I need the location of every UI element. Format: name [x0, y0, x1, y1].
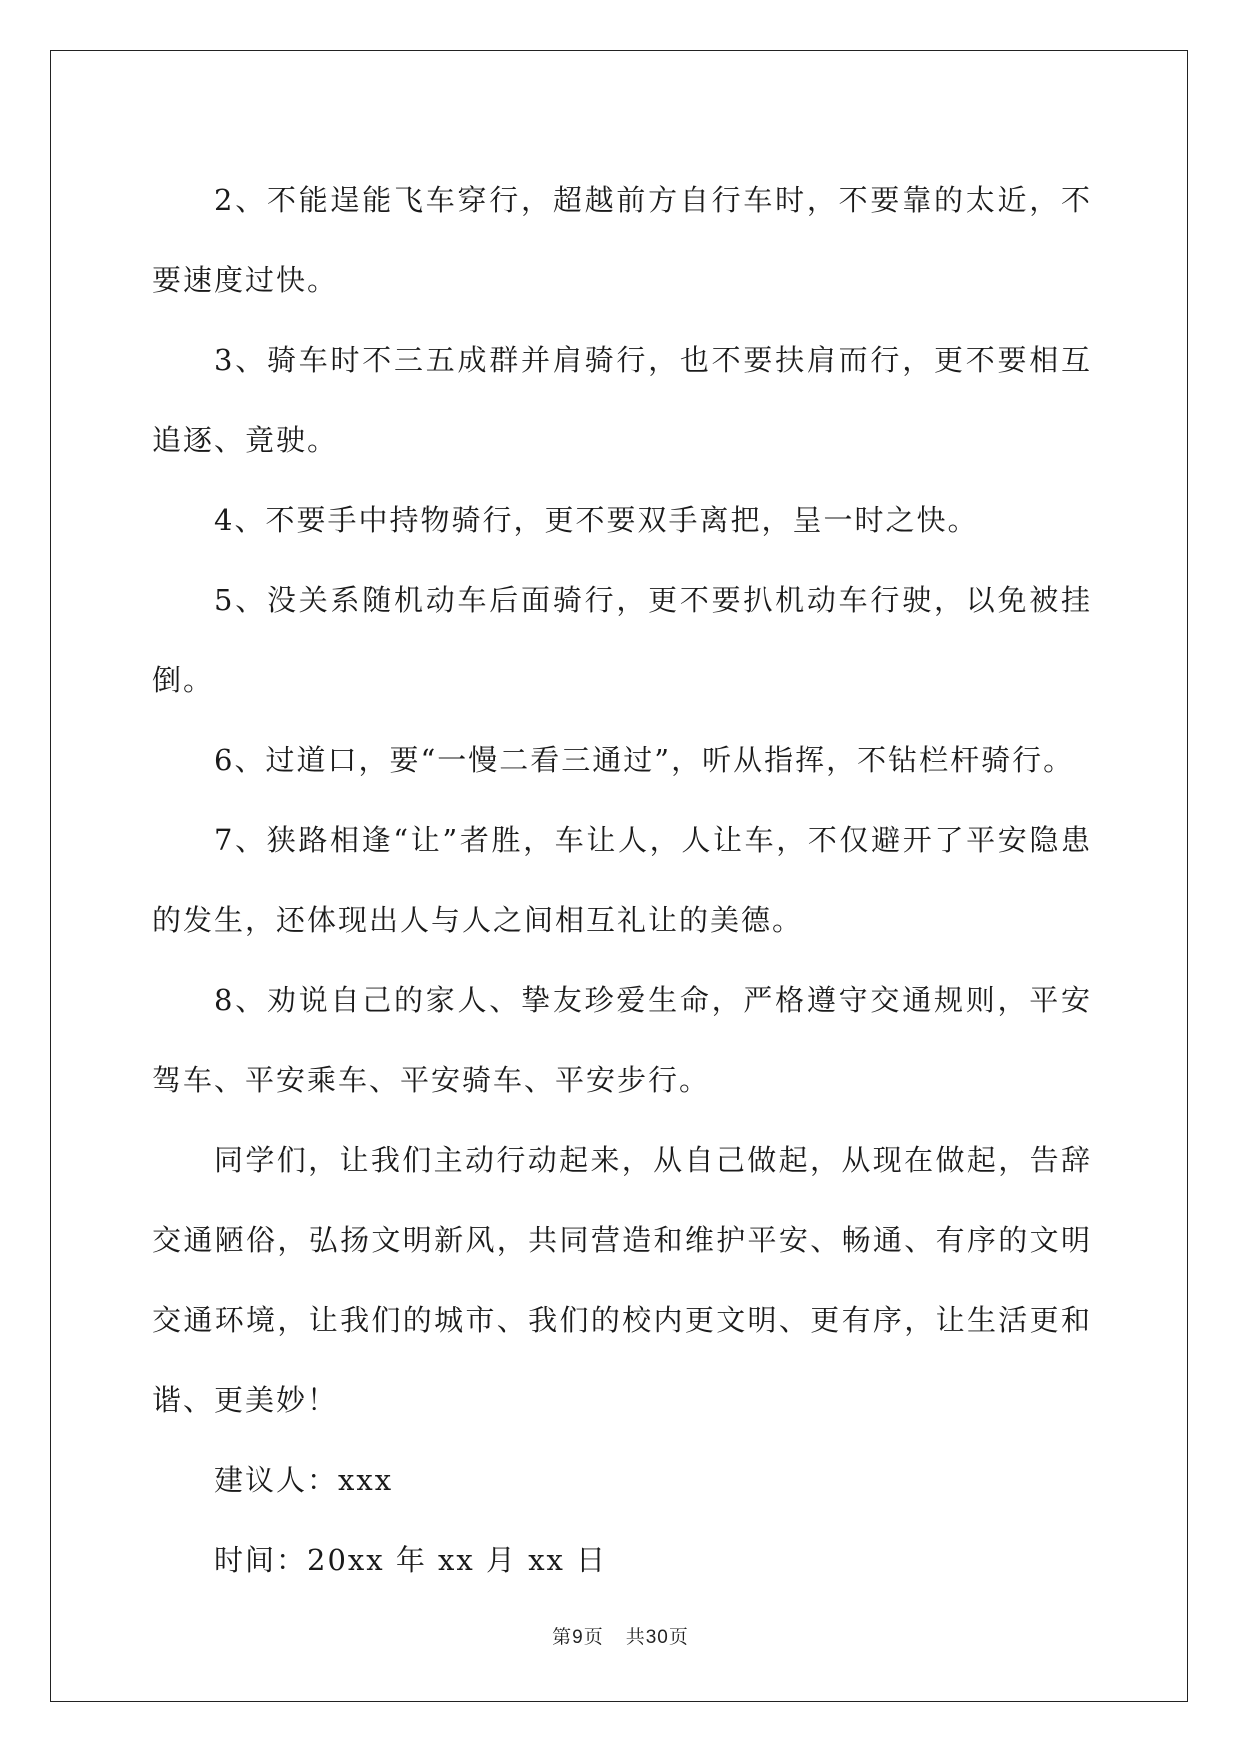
total-pages: 30: [645, 1627, 669, 1648]
paragraph-item-2: 2、不能逞能飞车穿行，超越前方自行车时，不要靠的太近，不要速度过快。: [152, 183, 1092, 297]
page-footer: [0, 1622, 1241, 1649]
total-suffix: 页: [668, 1626, 689, 1648]
date-line: 时间：20xx 年 xx 月 xx 日: [214, 1543, 608, 1577]
page-suffix: 页: [583, 1626, 604, 1648]
paragraph-item-7: 7、狭路相逢“让”者胜，车让人，人让车，不仅避开了平安隐患的发生，还体现出人与人之间相互礼让的美德。: [152, 823, 1092, 937]
paragraph-item-8: 8、劝说自己的家人、挚友珍爱生命，严格遵守交通规则，平安驾车、平安乘车、平安骑车、平安步行。: [152, 983, 1092, 1097]
paragraph-closing: 同学们，让我们主动行动起来，从自己做起，从现在做起，告辞交通陋俗，弘扬文明新风，共同营造和维护平安、畅通、有序的文明交通环境，让我们的城市、我们的校内更文明、更有序，让生活更和谐、更美妙！: [152, 1143, 1092, 1417]
page-number: 9: [572, 1627, 584, 1648]
paragraph-item-6: 6、过道口，要“一慢二看三通过”，听从指挥，不钻栏杆骑行。: [214, 743, 1075, 777]
document-body: [152, 160, 1092, 1600]
paragraph-item-3: 3、骑车时不三五成群并肩骑行，也不要扶肩而行，更不要相互追逐、竟驶。: [152, 343, 1092, 457]
paragraph-item-4: 4、不要手中持物骑行，更不要双手离把，呈一时之快。: [214, 503, 979, 537]
total-prefix: 共: [625, 1626, 646, 1648]
proposer-line: 建议人：xxx: [214, 1463, 394, 1497]
paragraph-item-5: 5、没关系随机动车后面骑行，更不要扒机动车行驶，以免被挂倒。: [152, 583, 1092, 697]
page-prefix: 第: [552, 1626, 573, 1648]
